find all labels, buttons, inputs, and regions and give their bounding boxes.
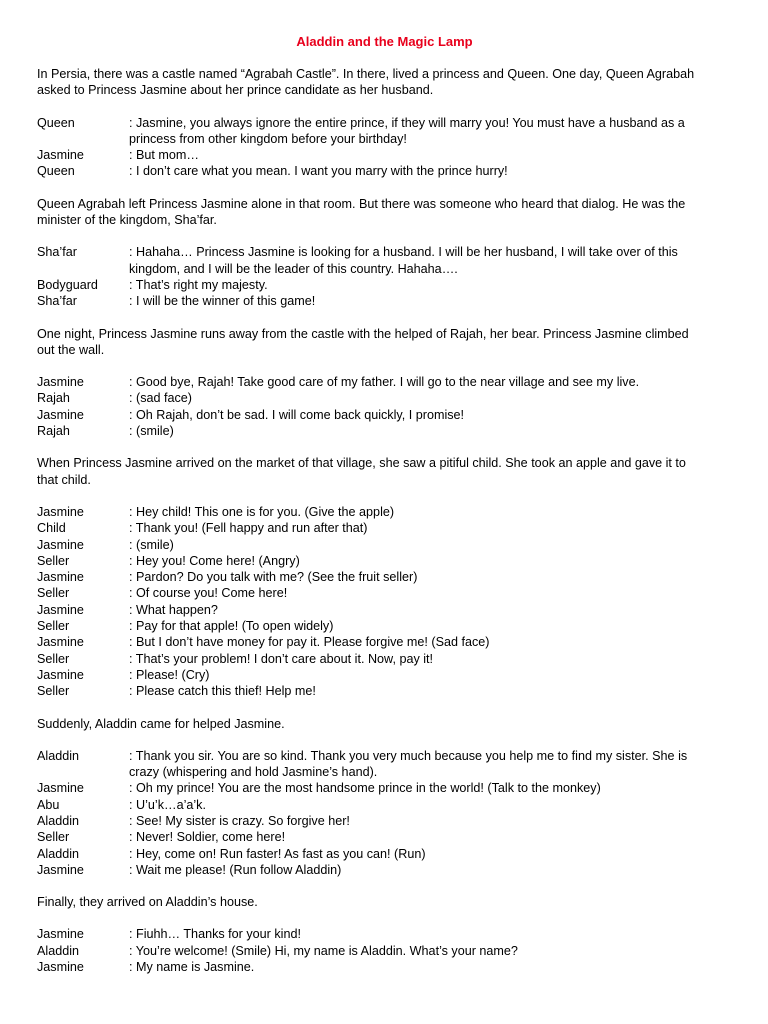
dialog-line: [37, 862, 708, 878]
speaker-name: Jasmine: [37, 927, 84, 942]
speaker-name: Rajah: [37, 391, 70, 406]
speaker-name: Jasmine: [37, 148, 84, 163]
dialog-text: : Fiuhh… Thanks for your kind!: [129, 927, 301, 942]
dialog-line: [37, 667, 708, 683]
speaker-name: Child: [37, 521, 66, 536]
speaker-name: Rajah: [37, 424, 70, 439]
speaker-name: Seller: [37, 651, 70, 666]
narration-paragraph: When Princess Jasmine arrived on the market of that village, she saw a pitiful child. She took an apple and gave it to that child.: [37, 456, 686, 487]
speaker-name: Aladdin: [37, 748, 80, 763]
speaker-name: Seller: [37, 586, 70, 601]
dialog-line: [37, 163, 708, 179]
narration-paragraph: Suddenly, Aladdin came for helped Jasmine.: [37, 716, 285, 731]
dialog-block: [37, 504, 708, 700]
narration-paragraph: One night, Princess Jasmine runs away from the castle with the helped of Rajah, her bear. Princess Jasmine climbed out the wall.: [37, 326, 689, 357]
dialog-text: : Oh my prince! You are the most handsome prince in the world! (Talk to the monkey): [129, 781, 601, 796]
dialog-text: : Thank you sir. You are so kind. Thank you very much because you help me to find my sister. She is crazy (whispering and hold Jasmine’s hand).: [129, 748, 688, 780]
dialog-line: [37, 504, 708, 520]
dialog-text: : Hahaha… Princess Jasmine is looking for a husband. I will be her husband, I will take over of this kingdom, and I will be the leader of this country. Hahaha….: [129, 245, 678, 276]
dialog-text: : (smile): [129, 424, 174, 439]
dialog-line: [37, 537, 708, 553]
speaker-name: Jasmine: [37, 862, 84, 877]
dialog-block: [37, 115, 708, 180]
dialog-text: : Pardon? Do you talk with me? (See the fruit seller): [129, 570, 418, 585]
dialog-line: [37, 390, 708, 406]
dialog-text: : Thank you! (Fell happy and run after that): [129, 521, 368, 536]
speaker-name: Queen: [37, 115, 75, 130]
dialog-line: [37, 569, 708, 585]
dialog-line: [37, 829, 708, 845]
dialog-text: : But I don’t have money for pay it. Please forgive me! (Sad face): [129, 635, 490, 650]
dialog-line: [37, 585, 708, 601]
dialog-line: [37, 520, 708, 536]
narration-paragraph: In Persia, there was a castle named “Agrabah Castle”. In there, lived a princess and Queen. One day, Queen Agrabah asked to Princess Jasmine about her prince candidate as her husband.: [37, 67, 695, 98]
dialog-line: [37, 926, 708, 942]
speaker-name: Seller: [37, 619, 70, 634]
dialog-text: : Oh Rajah, don’t be sad. I will come back quickly, I promise!: [129, 407, 465, 422]
dialog-line: [37, 147, 708, 163]
dialog-line: [37, 293, 708, 309]
speaker-name: Seller: [37, 684, 70, 699]
speaker-name: Jasmine: [37, 407, 84, 422]
speaker-name: Jasmine: [37, 504, 84, 519]
speaker-name: Queen: [37, 164, 75, 179]
speaker-name: Jasmine: [37, 375, 84, 390]
speaker-name: Jasmine: [37, 537, 84, 552]
speaker-name: Aladdin: [37, 943, 80, 958]
dialog-line: [37, 683, 708, 699]
dialog-text: : Please catch this thief! Help me!: [129, 684, 316, 699]
dialog-text: : See! My sister is crazy. So forgive her!: [129, 813, 350, 828]
speaker-name: Aladdin: [37, 846, 80, 861]
dialog-text: : I will be the winner of this game!: [129, 294, 316, 309]
dialog-block: [37, 244, 708, 309]
dialog-text: : Hey, come on! Run faster! As fast as you can! (Run): [129, 846, 426, 861]
dialog-text: : Jasmine, you always ignore the entire prince, if they will marry you! You must have a husband as a princess from other kingdom before your birthday!: [129, 115, 685, 146]
dialog-text: : That’s right my majesty.: [129, 277, 268, 292]
speaker-name: Bodyguard: [37, 277, 98, 292]
dialog-line: [37, 115, 708, 148]
dialog-text: : But mom…: [129, 148, 199, 163]
document-body: [37, 66, 708, 975]
dialog-text: : Of course you! Come here!: [129, 586, 288, 601]
dialog-line: [37, 374, 708, 390]
speaker-name: Aladdin: [37, 813, 80, 828]
speaker-name: Jasmine: [37, 781, 84, 796]
dialog-line: [37, 634, 708, 650]
speaker-name: Seller: [37, 830, 70, 845]
dialog-block: [37, 374, 708, 439]
dialog-text: : Good bye, Rajah! Take good care of my father. I will go to the near village and see my live.: [129, 375, 640, 390]
dialog-line: [37, 553, 708, 569]
dialog-line: [37, 651, 708, 667]
speaker-name: Jasmine: [37, 667, 84, 682]
dialog-line: [37, 748, 708, 781]
dialog-text: : You’re welcome! (Smile) Hi, my name is Aladdin. What’s your name?: [129, 943, 518, 958]
dialog-text: : U’u’k…a’a’k.: [129, 797, 206, 812]
narration-paragraph: Finally, they arrived on Aladdin’s house.: [37, 895, 258, 910]
speaker-name: Jasmine: [37, 602, 84, 617]
dialog-text: : My name is Jasmine.: [129, 960, 255, 975]
dialog-line: [37, 244, 708, 277]
speaker-name: Abu: [37, 797, 60, 812]
dialog-line: [37, 797, 708, 813]
dialog-text: : Hey child! This one is for you. (Give the apple): [129, 504, 395, 519]
page-title: Aladdin and the Magic Lamp: [296, 34, 473, 49]
dialog-line: [37, 780, 708, 796]
dialog-block: [37, 748, 708, 878]
dialog-block: [37, 926, 708, 975]
dialog-text: : (sad face): [129, 391, 192, 406]
narration-paragraph: Queen Agrabah left Princess Jasmine alone in that room. But there was someone who heard that dialog. He was the minister of the kingdom, Sha’far.: [37, 196, 686, 228]
dialog-line: [37, 846, 708, 862]
dialog-text: : I don’t care what you mean. I want you marry with the prince hurry!: [129, 164, 508, 179]
speaker-name: Sha’far: [37, 245, 77, 260]
dialog-text: : (smile): [129, 537, 174, 552]
speaker-name: Jasmine: [37, 635, 84, 650]
dialog-line: [37, 618, 708, 634]
dialog-text: : That’s your problem! I don’t care about it. Now, pay it!: [129, 651, 434, 666]
speaker-name: Jasmine: [37, 570, 84, 585]
speaker-name: Seller: [37, 553, 70, 568]
dialog-line: [37, 943, 708, 959]
dialog-line: [37, 959, 708, 975]
dialog-text: : Never! Soldier, come here!: [129, 830, 286, 845]
dialog-line: [37, 813, 708, 829]
dialog-line: [37, 277, 708, 293]
dialog-text: : What happen?: [129, 602, 218, 617]
dialog-text: : Wait me please! (Run follow Aladdin): [129, 862, 342, 877]
dialog-line: [37, 423, 708, 439]
dialog-text: : Hey you! Come here! (Angry): [129, 553, 300, 568]
dialog-text: : Please! (Cry): [129, 667, 210, 682]
speaker-name: Sha’far: [37, 294, 77, 309]
dialog-line: [37, 407, 708, 423]
speaker-name: Jasmine: [37, 960, 84, 975]
dialog-text: : Pay for that apple! (To open widely): [129, 619, 334, 634]
dialog-line: [37, 602, 708, 618]
